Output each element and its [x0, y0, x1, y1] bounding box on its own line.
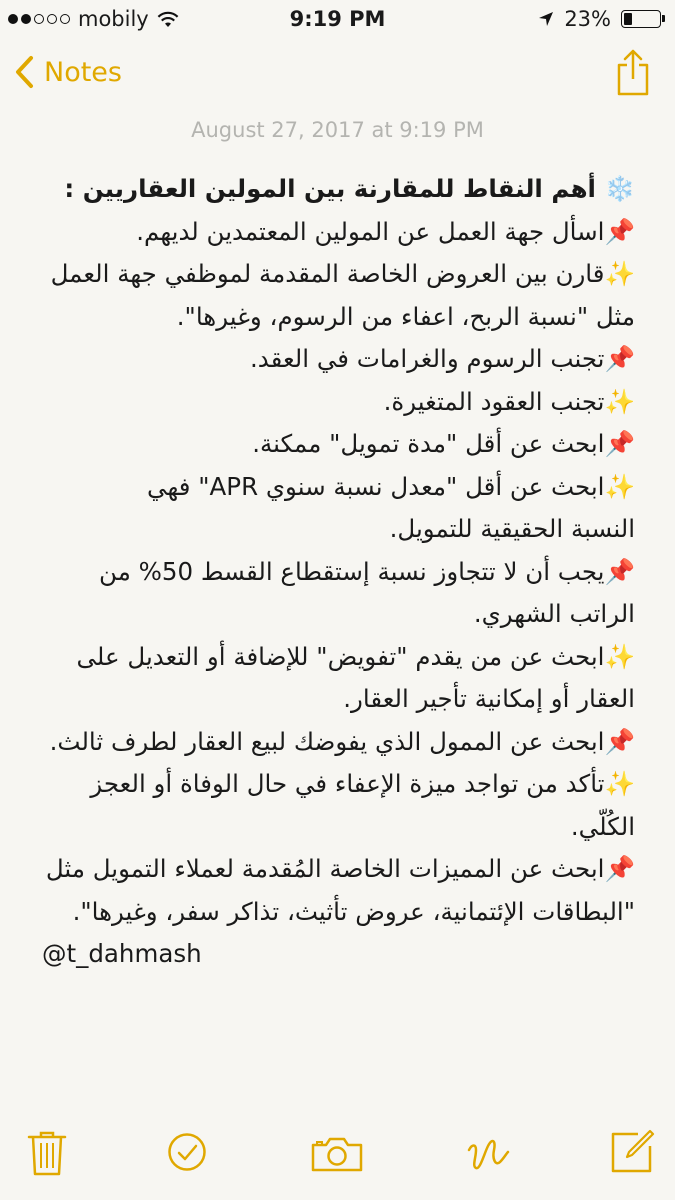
note-date: August 27, 2017 at 9:19 PM [191, 118, 484, 142]
note-line: العقار أو إمكانية تأجير العقار. [343, 684, 635, 713]
camera-button[interactable] [311, 1136, 363, 1176]
status-bar [0, 0, 675, 40]
bottom-toolbar [0, 1100, 675, 1200]
compose-button[interactable] [610, 1128, 656, 1178]
status-time: 9:19 PM [289, 7, 386, 31]
camera-icon [311, 1136, 363, 1172]
back-label: Notes [44, 56, 122, 88]
share-button[interactable] [616, 47, 650, 101]
note-body[interactable] [42, 168, 635, 976]
carrier-name: mobily [78, 7, 149, 31]
sketch-icon [466, 1132, 510, 1172]
note-line: ✨ابحث عن من يقدم "تفويض" للإضافة أو التعديل على [76, 641, 635, 671]
note-line: 📌يجب أن لا تتجاوز نسبة إستقطاع القسط 50% من [99, 556, 635, 586]
chevron-left-icon [14, 55, 34, 89]
battery-percent: 23% [564, 7, 611, 31]
note-author-handle: @t_dahmash [42, 939, 202, 968]
compose-icon [610, 1128, 656, 1174]
delete-button[interactable] [27, 1130, 67, 1180]
status-right [538, 7, 661, 31]
note-line: الكُلّي. [570, 811, 635, 841]
sketch-button[interactable] [466, 1132, 510, 1176]
location-arrow-icon [538, 11, 554, 27]
checklist-button[interactable] [167, 1132, 207, 1176]
share-icon [616, 47, 650, 97]
trash-icon [27, 1130, 67, 1176]
note-line: الراتب الشهري. [473, 599, 635, 628]
note-line: مثل "نسبة الربح، اعفاء من الرسوم، وغيرها". [176, 301, 635, 331]
note-line: ✨قارن بين العروض الخاصة المقدمة لموظفي جهة العمل [50, 259, 635, 288]
note-line: 📌ابحث عن أقل "مدة تمويل" ممكنة. [252, 429, 635, 458]
note-line: 📌ابحث عن الممول الذي يفوضك لبيع العقار لطرف ثالث. [49, 726, 635, 756]
note-line: ✨تأكد من تواجد ميزة الإعفاء في حال الوفاة أو العجز [90, 769, 635, 798]
checklist-icon [167, 1132, 207, 1172]
nav-bar [0, 45, 675, 105]
note-line: النسبة الحقيقية للتمويل. [389, 514, 635, 543]
note-line: "البطاقات الإئتمانية، عروض تأثيث، تذاكر سفر، وغيرها". [72, 896, 635, 926]
note-line: ✨ابحث عن أقل "معدل نسبة سنوي APR" فهي [147, 471, 635, 501]
note-line: ✨تجنب العقود المتغيرة. [383, 386, 635, 416]
back-button[interactable] [14, 55, 122, 89]
note-line: 📌تجنب الرسوم والغرامات في العقد. [249, 344, 635, 373]
note-title: ❄️ أهم النقاط للمقارنة بين المولين العقاريين : [64, 174, 635, 203]
battery-icon [621, 10, 661, 28]
note-line: 📌ابحث عن المميزات الخاصة المُقدمة لعملاء التمويل مثل [45, 854, 635, 883]
note-line: 📌اسأل جهة العمل عن المولين المعتمدين لديهم. [136, 216, 635, 246]
